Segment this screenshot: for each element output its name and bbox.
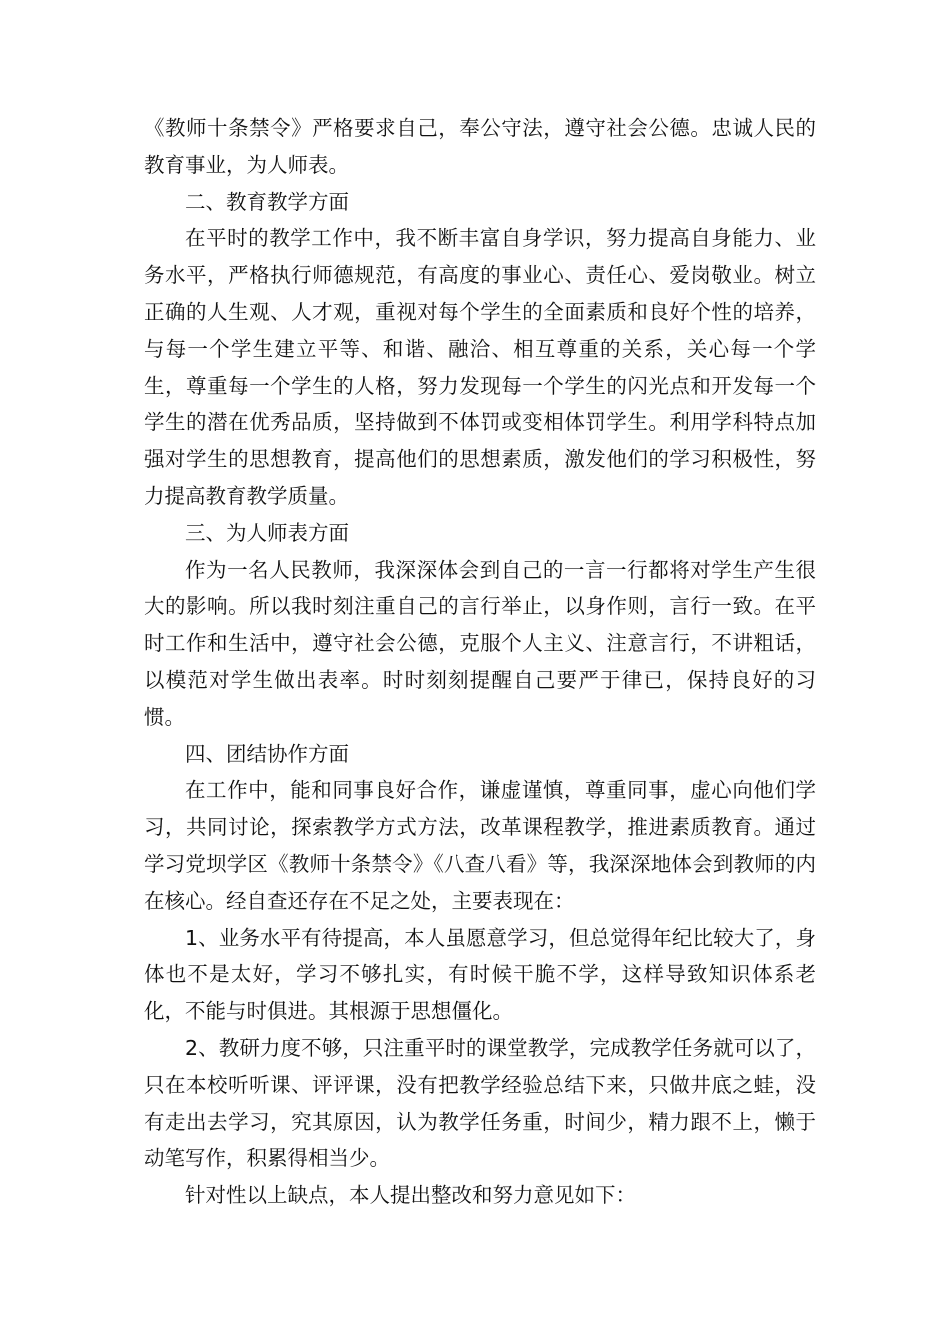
section-heading-teamwork: 四、团结协作方面 — [185, 741, 349, 766]
document-body — [144, 110, 816, 1214]
section-heading-role-model: 三、为人师表方面 — [185, 520, 349, 545]
paragraph-closing: 针对性以上缺点，本人提出整改和努力意见如下： — [185, 1183, 636, 1208]
paragraph-continuation: 《教师十条禁令》严格要求自己，奉公守法，遵守社会公德。忠诚人民的教育事业，为人师表。 — [144, 116, 816, 177]
list-item-2: 2、教研力度不够，只注重平时的课堂教学，完成教学任务就可以了，只在本校听听课、评评课，没有把教学经验总结下来，只做井底之蛙，没有走出去学习，究其原因，认为教学任务重，时间少，精力跟不上，懒于动笔写作，积累得相当少。 — [144, 1035, 816, 1171]
section-heading-teaching: 二、教育教学方面 — [185, 189, 349, 214]
list-item-1: 1、业务水平有待提高，本人虽愿意学习，但总觉得年纪比较大了，身体也不是太好，学习不够扎实，有时候干脆不学，这样导致知识体系老化，不能与时俱进。其根源于思想僵化。 — [144, 925, 816, 1024]
paragraph-teaching: 在平时的教学工作中，我不断丰富自身学识，努力提高自身能力、业务水平，严格执行师德规范，有高度的事业心、责任心、爱岗敬业。树立正确的人生观、人才观，重视对每个学生的全面素质和良好个性的培养，与每一个学生建立平等、和谐、融洽、相互尊重的关系，关心每一个学生，尊重每一个学生的人格，努力发现每一个学生的闪光点和开发每一个学生的潜在优秀品质，坚持做到不体罚或变相体罚学生。利用学科特点加强对学生的思想教育，提高他们的思想素质，激发他们的学习积极性，努力提高教育教学质量。 — [144, 226, 816, 508]
paragraph-teamwork: 在工作中，能和同事良好合作，谦虚谨慎，尊重同事，虚心向他们学习，共同讨论，探索教学方式方法，改革课程教学，推进素质教育。通过学习党坝学区《教师十条禁令》《八查八看》等，我深深地体会到教师的内在核心。经自查还存在不足之处，主要表现在： — [144, 778, 816, 913]
paragraph-role-model: 作为一名人民教师，我深深体会到自己的一言一行都将对学生产生很大的影响。所以我时刻注重自己的言行举止，以身作则，言行一致。在平时工作和生活中，遵守社会公德，克服个人主义、注意言行，不讲粗话，以模范对学生做出表率。时时刻刻提醒自己要严于律已，保持良好的习惯。 — [144, 557, 816, 729]
